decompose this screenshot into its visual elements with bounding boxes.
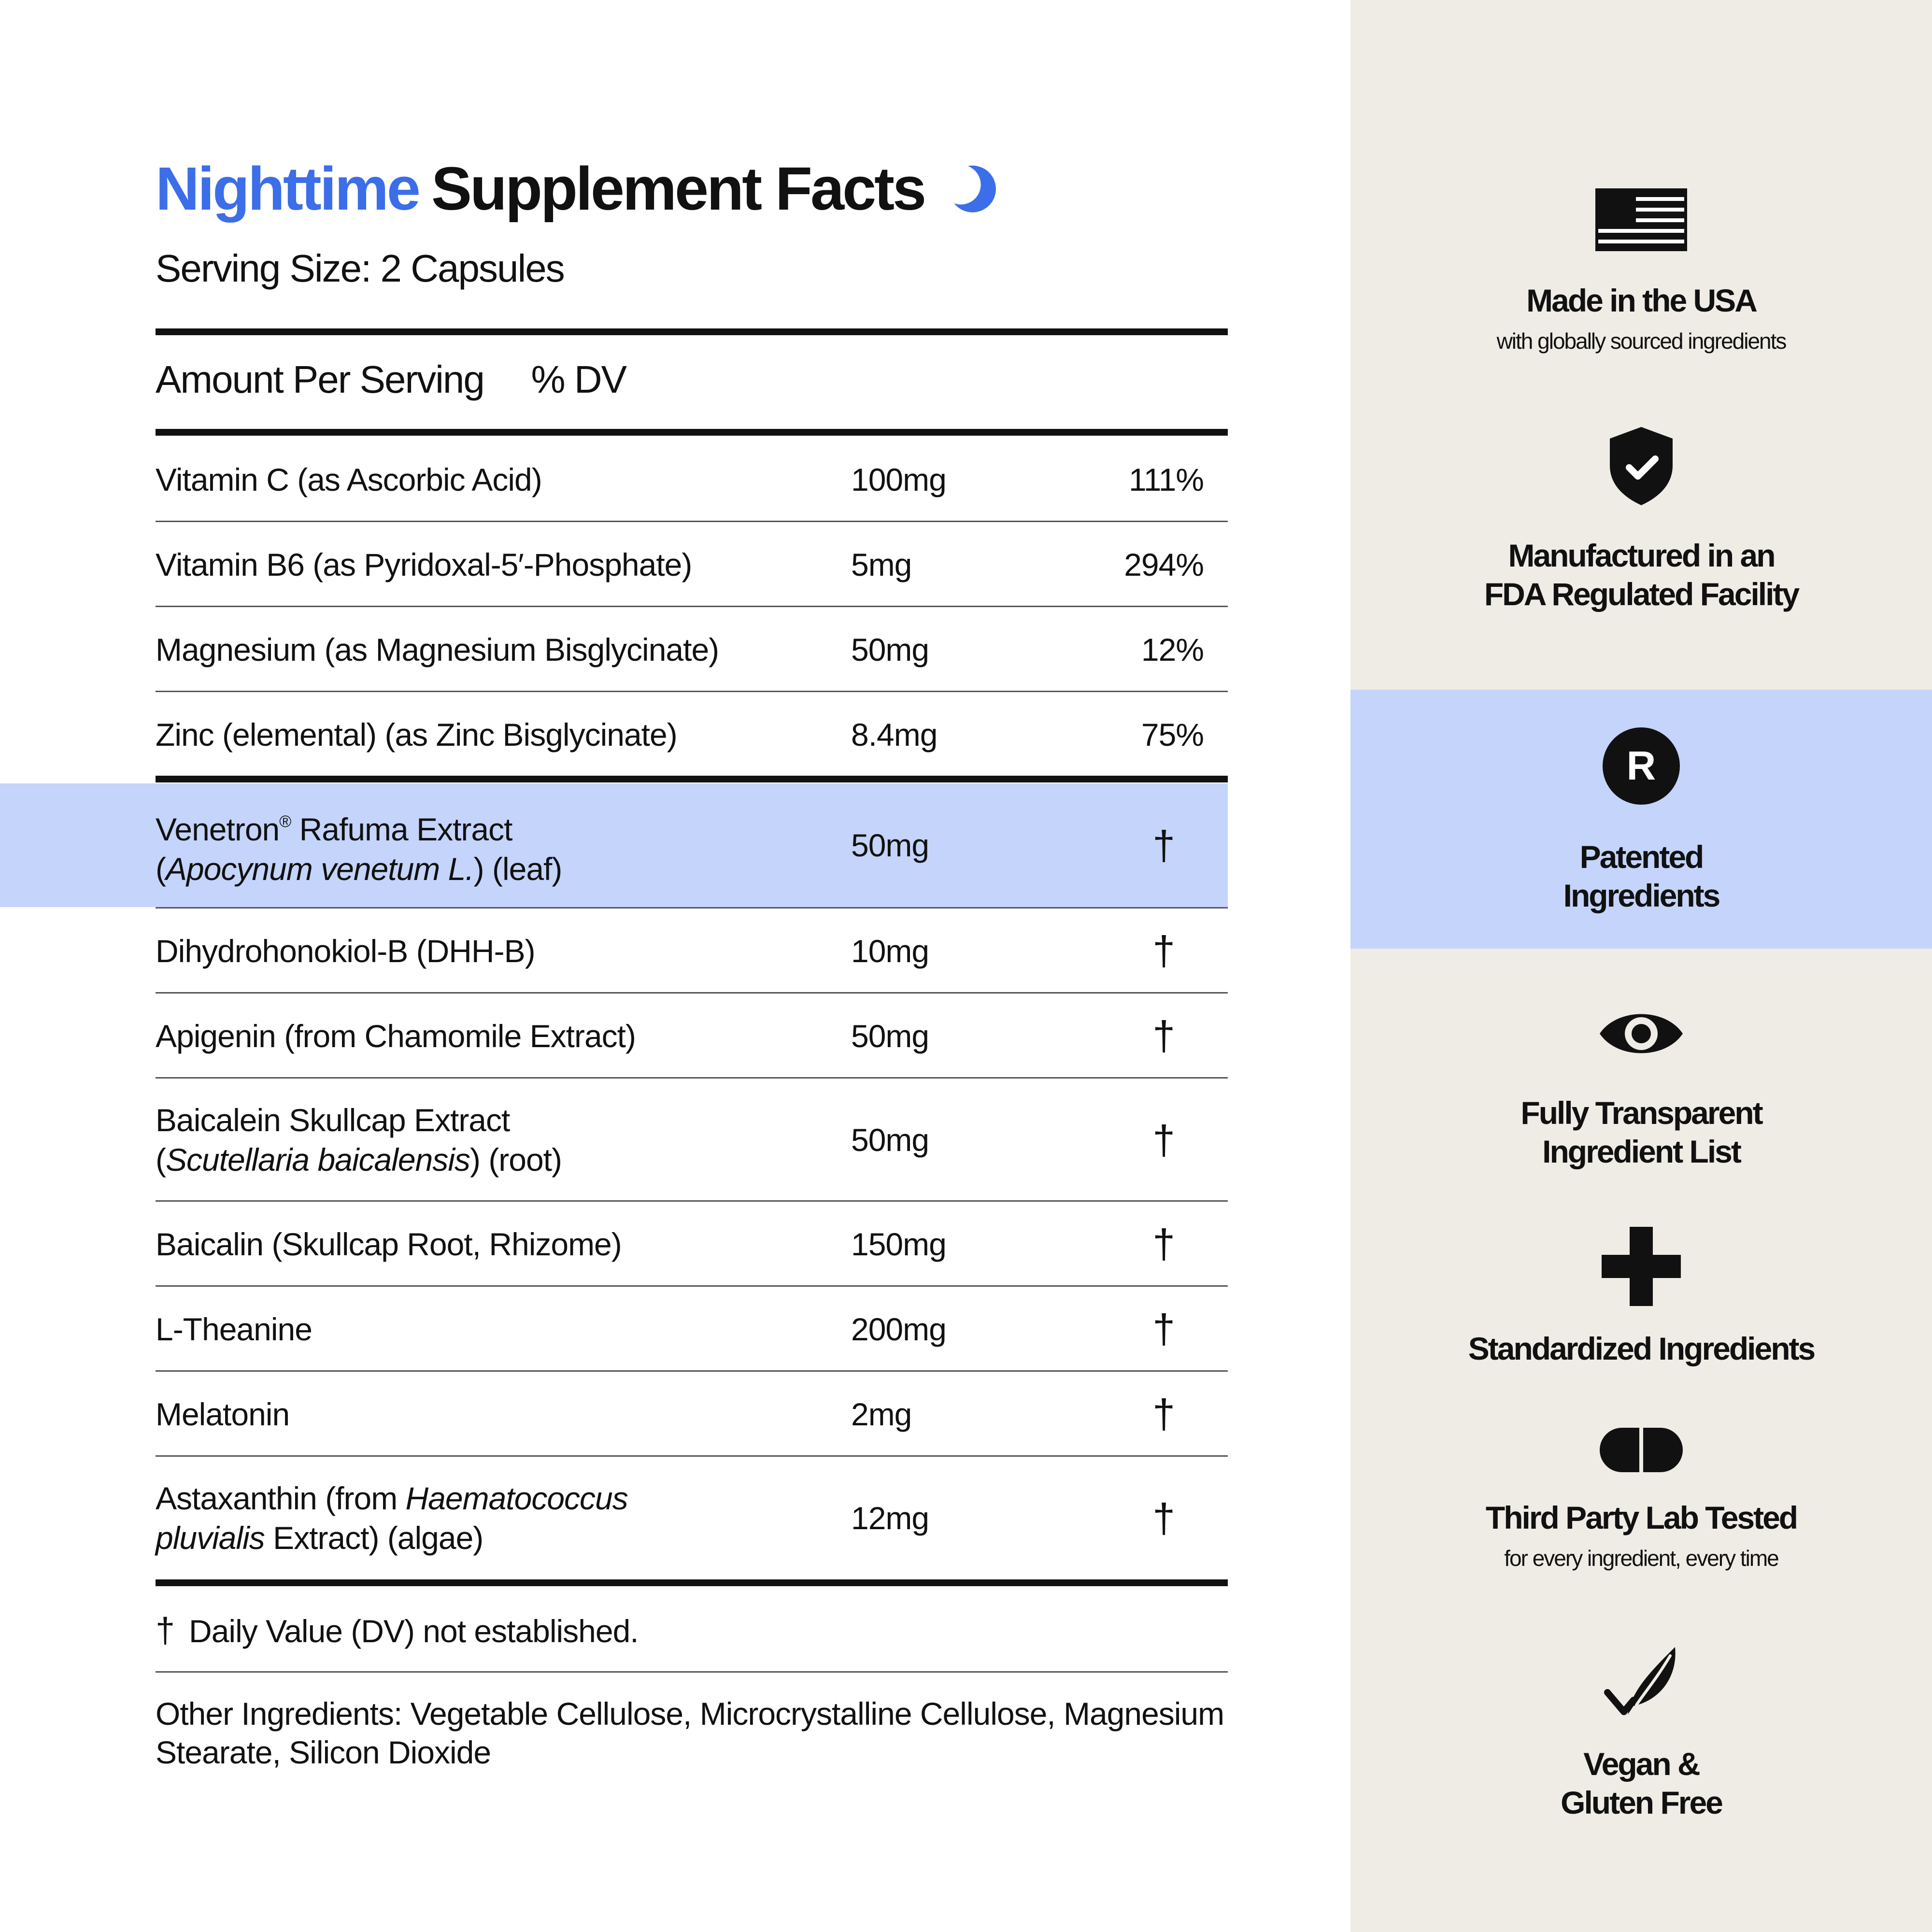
badge-made-in-usa <box>1350 188 1932 355</box>
badge-lab-tested <box>1350 1426 1932 1573</box>
title-accent: Nighttime <box>156 154 419 223</box>
ingredient-dv: 12% <box>1141 631 1204 668</box>
divider-section <box>156 776 1228 782</box>
ingredient-amount: 5mg <box>851 546 912 582</box>
badge-sub: for every ingredient, every time <box>1504 1546 1778 1571</box>
ingredient-dv: † <box>1152 1391 1175 1436</box>
badge-label-2: Ingredients <box>1563 878 1719 913</box>
ingredient-amount: 200mg <box>851 1311 946 1347</box>
ingredient-amount: 50mg <box>851 827 929 863</box>
badge-label: Made in the USA <box>1526 283 1756 318</box>
ingredient-name: Dihydrohonokiol-B (DHH-B) <box>156 933 535 969</box>
table-row <box>156 1457 1228 1579</box>
ingredient-dv: 111% <box>1128 461 1204 497</box>
ingredient-name: Apigenin (from Chamomile Extract) <box>156 1018 636 1054</box>
table-row <box>156 909 1228 993</box>
capsule-icon <box>1598 1426 1685 1474</box>
badge-label-1: Vegan & <box>1583 1746 1699 1782</box>
table-row <box>156 1079 1228 1201</box>
ingredient-amount: 150mg <box>851 1226 946 1262</box>
badge-label-2: Gluten Free <box>1561 1785 1722 1820</box>
ingredient-dv: † <box>1152 1221 1175 1266</box>
ingredient-dv: 294% <box>1124 546 1204 582</box>
footnote-text: Daily Value (DV) not established. <box>189 1613 639 1649</box>
ingredient-amount: 8.4mg <box>851 716 938 753</box>
registered-icon <box>1602 726 1681 806</box>
ingredient-dv: 75% <box>1141 716 1204 753</box>
eye-icon <box>1598 1005 1685 1063</box>
svg-text:R: R <box>1626 743 1656 788</box>
badge-patented-ingredients <box>1350 690 1932 949</box>
ingredient-amount: 50mg <box>851 1122 929 1158</box>
table-row <box>156 1287 1228 1371</box>
ingredient-amount: 50mg <box>851 631 929 668</box>
ingredient-dv: † <box>1152 822 1175 868</box>
ingredient-amount: 2mg <box>851 1396 912 1432</box>
ingredient-amount: 12mg <box>851 1500 929 1536</box>
leaf-check-icon <box>1603 1642 1680 1719</box>
ingredient-name: Baicalin (Skullcap Root, Rhizome) <box>156 1226 622 1262</box>
ingredient-name: Melatonin <box>156 1396 290 1432</box>
badge-transparent-list <box>1350 1005 1932 1171</box>
badge-label: Third Party Lab Tested <box>1485 1500 1797 1535</box>
amount-per-serving-label: Amount Per Serving <box>156 358 484 401</box>
ingredient-name: Magnesium (as Magnesium Bisglycinate) <box>156 631 719 668</box>
ingredient-name: Astaxanthin (from Haematococcus pluvialis Extract) (algae) <box>156 1480 628 1556</box>
badge-label-1: Fully Transparent <box>1520 1095 1762 1131</box>
ingredient-dv: † <box>1152 1306 1175 1351</box>
table-row <box>156 607 1228 692</box>
table-row <box>156 437 1228 522</box>
badge-label-1: Patented <box>1579 839 1703 875</box>
ingredient-name: Vitamin B6 (as Pyridoxal-5′-Phosphate) <box>156 546 692 582</box>
ingredient-name: Venetron® Rafuma Extract (Apocynum venetum L.) (leaf) <box>156 811 562 887</box>
ingredient-name: L-Theanine <box>156 1311 312 1347</box>
dv-footnote <box>156 1611 639 1650</box>
ingredient-amount: 10mg <box>851 933 929 969</box>
badge-label-2: Ingredient List <box>1542 1134 1740 1169</box>
ingredient-amount: 100mg <box>851 461 946 497</box>
table-row <box>156 1202 1228 1286</box>
title-rest: Supplement Facts <box>431 154 925 223</box>
badge-fda-facility <box>1350 425 1932 613</box>
plus-cross-icon <box>1602 1227 1681 1306</box>
other-ingredients: Other Ingredients: Vegetable Cellulose, Microcrystalline Cellulose, Magnesium Stearate, Silicon Dioxide <box>156 1696 1224 1770</box>
table-row <box>156 692 1228 777</box>
table-row <box>156 522 1228 607</box>
badge-standardized <box>1350 1227 1932 1368</box>
badge-sub: with globally sourced ingredients <box>1496 328 1786 354</box>
ingredient-amount: 50mg <box>851 1018 929 1054</box>
ingredient-dv: † <box>1152 1495 1175 1541</box>
ingredient-dv: † <box>1152 1013 1175 1058</box>
badge-label-2: FDA Regulated Facility <box>1484 576 1799 612</box>
table-row <box>156 1372 1228 1456</box>
ingredient-name: Vitamin C (as Ascorbic Acid) <box>156 461 542 497</box>
table-row-highlighted <box>0 783 1228 907</box>
us-flag-icon <box>1595 188 1687 251</box>
badge-vegan-gluten-free <box>1350 1642 1932 1822</box>
shield-check-icon <box>1605 425 1677 507</box>
dv-column-label: % DV <box>531 358 626 401</box>
dagger-symbol: † <box>156 1611 175 1650</box>
divider-bottom <box>156 1579 1228 1586</box>
badge-label-1: Manufactured in an <box>1508 538 1775 573</box>
registered-mark: ® <box>279 812 291 831</box>
ingredient-dv: † <box>1152 1117 1175 1163</box>
badge-label: Standardized Ingredients <box>1468 1331 1815 1366</box>
ingredient-dv: † <box>1152 928 1175 973</box>
ingredient-name: Zinc (elemental) (as Zinc Bisglycinate) <box>156 716 677 753</box>
footnote-divider <box>156 1671 1228 1673</box>
table-row <box>156 994 1228 1078</box>
serving-size: Serving Size: 2 Capsules <box>156 247 564 290</box>
badges-panel <box>1350 0 1932 1932</box>
ingredient-name: Baicalein Skullcap Extract (Scutellaria baicalensis) (root) <box>156 1102 562 1178</box>
